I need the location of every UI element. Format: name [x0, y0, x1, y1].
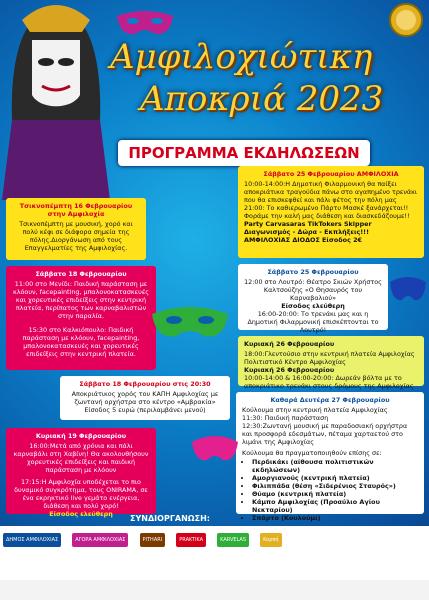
list-item: • Κάμπο Αμφιλοχίας (Προαύλιο Αγίου Νεκταρίου)	[252, 498, 418, 514]
event-heading: Κυριακή 26 Φεβρουαρίου	[244, 340, 335, 348]
footer-credits	[0, 580, 429, 600]
event-text: Κούλουμα στην κεντρική πλατεία Αμφιλοχίας	[242, 406, 388, 414]
sponsor-logo: PRAKTIKA	[176, 533, 206, 547]
event-heading: Κυριακή 19 Φεβρουαρίου	[35, 432, 127, 440]
event-box-sunday-19	[6, 428, 156, 518]
event-heading: Καθαρά Δευτέρα 27 Φεβρουαρίου	[270, 396, 390, 404]
event-text: Party Carvasaras TikTokers Skipper Διαγωνισμός - Δώρα - Εκπλήξεις!!!	[244, 220, 372, 236]
event-heading: Τσικνοπέμπτη 16 Φεβρουαρίου στην Αμφιλοχία	[19, 202, 133, 218]
event-text: ΑΜΦΙΛΟΧΙΑΣ ΔΙΟΔΟΣ Είσοδος 2€	[244, 236, 362, 244]
blue-mask-icon	[388, 270, 428, 310]
green-mask-icon	[150, 300, 230, 344]
coorganization-label: ΣΥΝΔΙΟΡΓΑΝΩΣΗ:	[130, 514, 210, 523]
list-item: • Θύαμο (κεντρική πλατεία)	[252, 490, 418, 498]
program-banner: ΠΡΟΓΡΑΜΜΑ ΕΚΔΗΛΩΣΕΩΝ	[118, 140, 370, 166]
sponsor-logo: KARVELAS	[217, 533, 249, 547]
sponsor-logo: PITHARI	[140, 533, 166, 547]
event-box-saturday-25-amfilochia	[238, 166, 424, 258]
sponsor-logo: ΔΗΜΟΣ ΑΜΦΙΛΟΧΙΑΣ	[3, 533, 61, 547]
event-text: 10:00-14:00 & 16:00-20:00: Δωρεάν βόλτα με το αποκριάτικο τρενάκι στους δρόμους της Αμφιλοχίας	[244, 374, 414, 390]
event-box-kapi-dance	[60, 376, 230, 420]
event-text: Είσοδος ελεύθερη	[281, 302, 345, 310]
event-text: 12:00 στο Λουτρό: Θέατρο Σκιών Χρήστος Καλτσούζης «Ο Θησαυρός του Καρναβαλιού»	[244, 278, 382, 302]
event-box-saturday-18	[6, 266, 156, 370]
event-text: 15:30 στο Καλκιόπουλο: Παιδική παράσταση με κλόουν, facepainting, μπαλονοκατασκευές και χορευτικές επιδείξεις στην κεντρική πλατεία.	[22, 326, 140, 358]
purple-mask-icon	[115, 6, 175, 40]
title-line-2: Αποκριά 2023	[140, 79, 384, 119]
sponsor-logo: ΑΓΟΡΑ ΑΜΦΙΛΟΧΙΑΣ	[72, 533, 128, 547]
event-box-tsiknopempti	[6, 198, 146, 260]
event-text: 18:00:Γλεντούσιο στην κεντρική πλατεία Αμφιλοχίας Πολιτιστικό Κέντρο Αμφιλοχίας	[244, 350, 415, 366]
list-item: • Σπάρτο (Κουλούμι)	[252, 514, 418, 522]
event-heading: Σάββατο 18 Φεβρουαρίου στις 20:30	[79, 380, 211, 388]
event-text: 10:00-14:00:Η Δημοτική Φιλαρμονική θα παίξει αποκριάτικα τραγούδια πάνω στο αγαπημένο τρενάκι που θα επισκεφθεί και πάλι φέτος την πόλη μας	[244, 180, 418, 204]
pink-mask-icon	[190, 430, 240, 466]
event-text: 11:00 στο Μενίδι: Παιδική παράσταση με κλόουν, facepainting, μπαλονοκατασκευές και χορευτικές επιδείξεις στην κεντρική πλατεία, περίπατος των καρναβαλιστών στην παραλία.	[12, 280, 150, 320]
list-item: • Περδικάκι (αίθουσα πολιτιστικών εκδηλώσεων)	[252, 458, 418, 474]
event-heading: Σάββατο 18 Φεβρουαρίου	[35, 270, 127, 278]
event-text: 12:30:Ζωντανή μουσική με παραδοσιακή ορχήστρα και προσφορά εδεσμάτων, πέταμα χαρταετού στο λιμάνι της Αμφιλοχίας	[242, 422, 408, 446]
places-list	[242, 458, 418, 522]
event-heading-2: Κυριακή 26 Φεβρουαρίου	[244, 366, 335, 374]
event-heading: Σάββατο 25 Φεβρουαρίου	[267, 268, 359, 276]
event-text: 21:00: Το καθιερωμένο Πάρτυ Μασκέ ξανάρχεται!! Φοράμε την καλή μας διάθεση και διασκεδάζουμε!!	[244, 204, 410, 220]
list-item: • Φιλιππάδα (θέση «Σιδερένιος Σταυρός»)	[252, 482, 418, 490]
event-heading: Σάββατο 25 Φεβρουαρίου ΑΜΦΙΛΟΧΙΑ	[263, 170, 399, 178]
sponsor-logos	[0, 526, 429, 580]
event-text: 17:15:Η Αμφιλοχία υποδέχεται το πιο δυναμικό συγκρότημα, τους ONIRAMA, σε ένα εκρηκτικό live γεμάτο ενέργεια, διάθεση και πολύ χορό!	[14, 478, 148, 510]
page-title	[110, 37, 420, 119]
event-text: Τσικνοπέμπτη με μουσική, χορό και πολύ κέφι σε διάφορα σημεία της πόλης.Διοργάνωση από τους Επαγγελματίες της Αμφιλοχίας.	[19, 220, 133, 252]
venetian-mask-figure	[2, 0, 110, 200]
event-box-clean-monday	[236, 392, 424, 522]
event-text: 11:30: Παιδική παράσταση	[242, 414, 329, 422]
event-box-sunday-26	[238, 336, 424, 390]
event-text: 16:00:Μετά από χρόνια και πάλι καρναβάλι στη Χαβίνη! Θα ακολουθήσουν χορευτικές επιδείξεις και παιδική παράσταση με κλόουν	[13, 442, 149, 474]
event-text: 16:00-20:00: Το τρενάκι μας και η Δημοτική Φιλαρμονική επισκέπτονται το Λουτρό!	[247, 310, 379, 334]
list-item: • Αμοργιανούς (κεντρική πλατεία)	[252, 474, 418, 482]
gold-coin-icon	[388, 2, 424, 38]
event-box-saturday-25-loutro	[238, 264, 388, 334]
event-text: Κούλουμα θα πραγματοποιηθούν επίσης σε:	[242, 449, 382, 457]
event-text: Αποκριάτικος χορός του ΚΑΠΗ Αμφιλοχίας με ζωντανή ορχήστρα στο κέντρο «Αμβρακία» Είσοδος 5 ευρώ (περιλαμβάνει μενού)	[71, 390, 219, 414]
title-line-1: Αμφιλοχιώτικη	[110, 37, 373, 77]
sponsor-logo: Koρπή	[260, 533, 281, 547]
event-footer: Είσοδος ελεύθερη	[49, 510, 113, 518]
